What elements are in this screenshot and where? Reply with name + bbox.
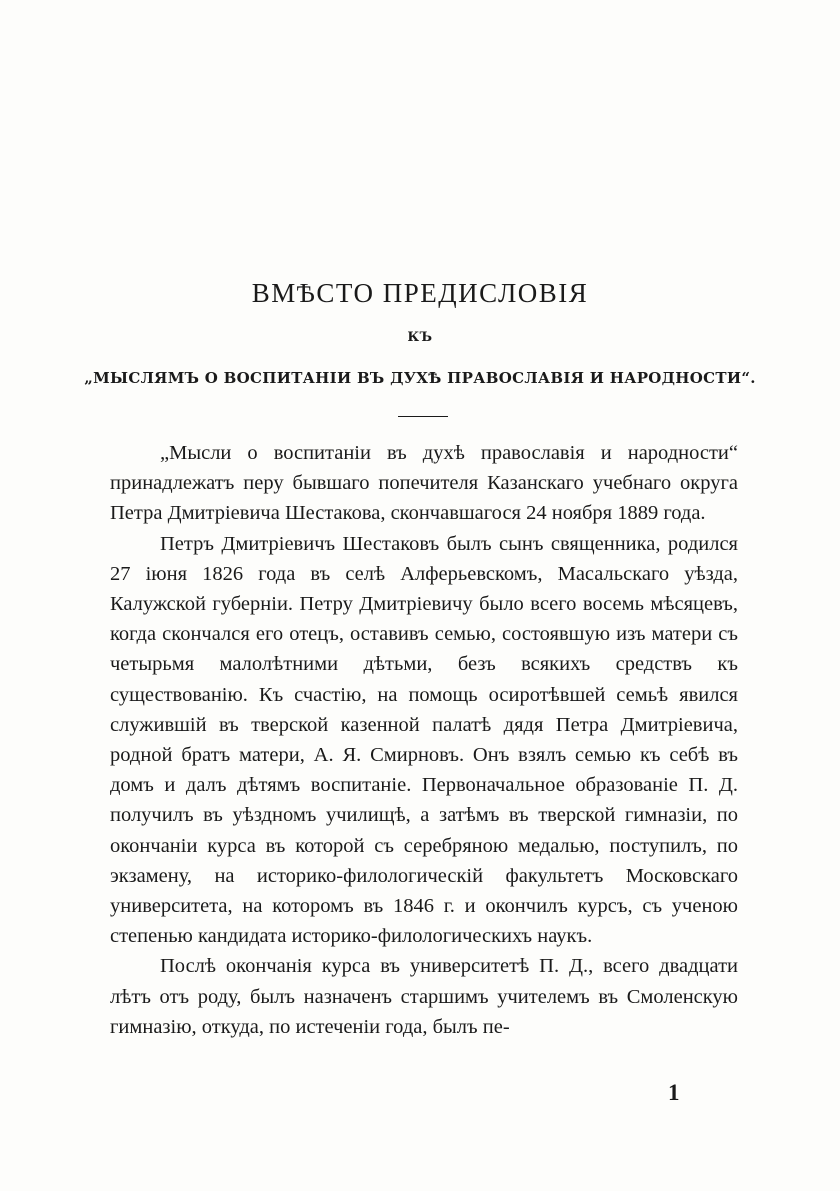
title-divider [398,416,448,417]
chapter-subtitle: „МЫСЛЯМЪ О ВОСПИТАНІИ ВЪ ДУХѢ ПРАВОСЛАВІЯ И НАРОДНОСТИ“. [84,369,756,387]
chapter-title: ВМѢСТО ПРЕДИСЛОВІЯ [251,278,589,308]
paragraph: Послѣ окончанія курса въ университетѣ П. Д., всего двадцати лѣтъ отъ роду, былъ назначенъ старшимъ учителемъ въ Смоленскую гимназію, откуда, по истеченіи года, былъ пе- [110,955,738,1038]
title-preposition: КЪ [407,330,433,345]
paragraph: Петръ Дмитріевичъ Шестаковъ былъ сынъ священника, родился 27 іюня 1826 года въ селѣ Алферьевскомъ, Масальскаго уѣзда, Калужской губерніи. Петру Дмитріевичу было всего восемь мѣсяцевъ, когда скончался его отецъ, оставивъ семью, состоявшую изъ матери съ четырьмя малолѣтними дѣтьми, безъ всякихъ средствъ къ существованію. Къ счастію, на помощь осиротѣвшей семьѣ явился служившій въ тверской казенной палатѣ дядя Петра Дмитріевича, родной братъ матери, А. Я. Смирновъ. Онъ взялъ семью къ себѣ въ домъ и далъ дѣтямъ воспитаніе. Первоначальное образованіе П. Д. получилъ въ уѣздномъ училищѣ, а затѣмъ въ тверской гимназіи, по окончаніи курса въ которой съ серебряною медалью, поступилъ, по экзамену, на историко-филологическій факультетъ Московскаго университета, на которомъ въ 1846 г. и окончилъ курсъ, съ ученою степенью кандидата историко-филологическихъ наукъ. [110,532,738,948]
page-number: 1 [668,1080,680,1105]
body-text [110,438,738,1042]
paragraph: „Мысли о воспитаніи въ духѣ православія и народности“ принадлежатъ перу бывшаго попечителя Казанскаго учебнаго округа Петра Дмитріевича Шестакова, скончавшагося 24 ноября 1889 года. [110,442,738,525]
